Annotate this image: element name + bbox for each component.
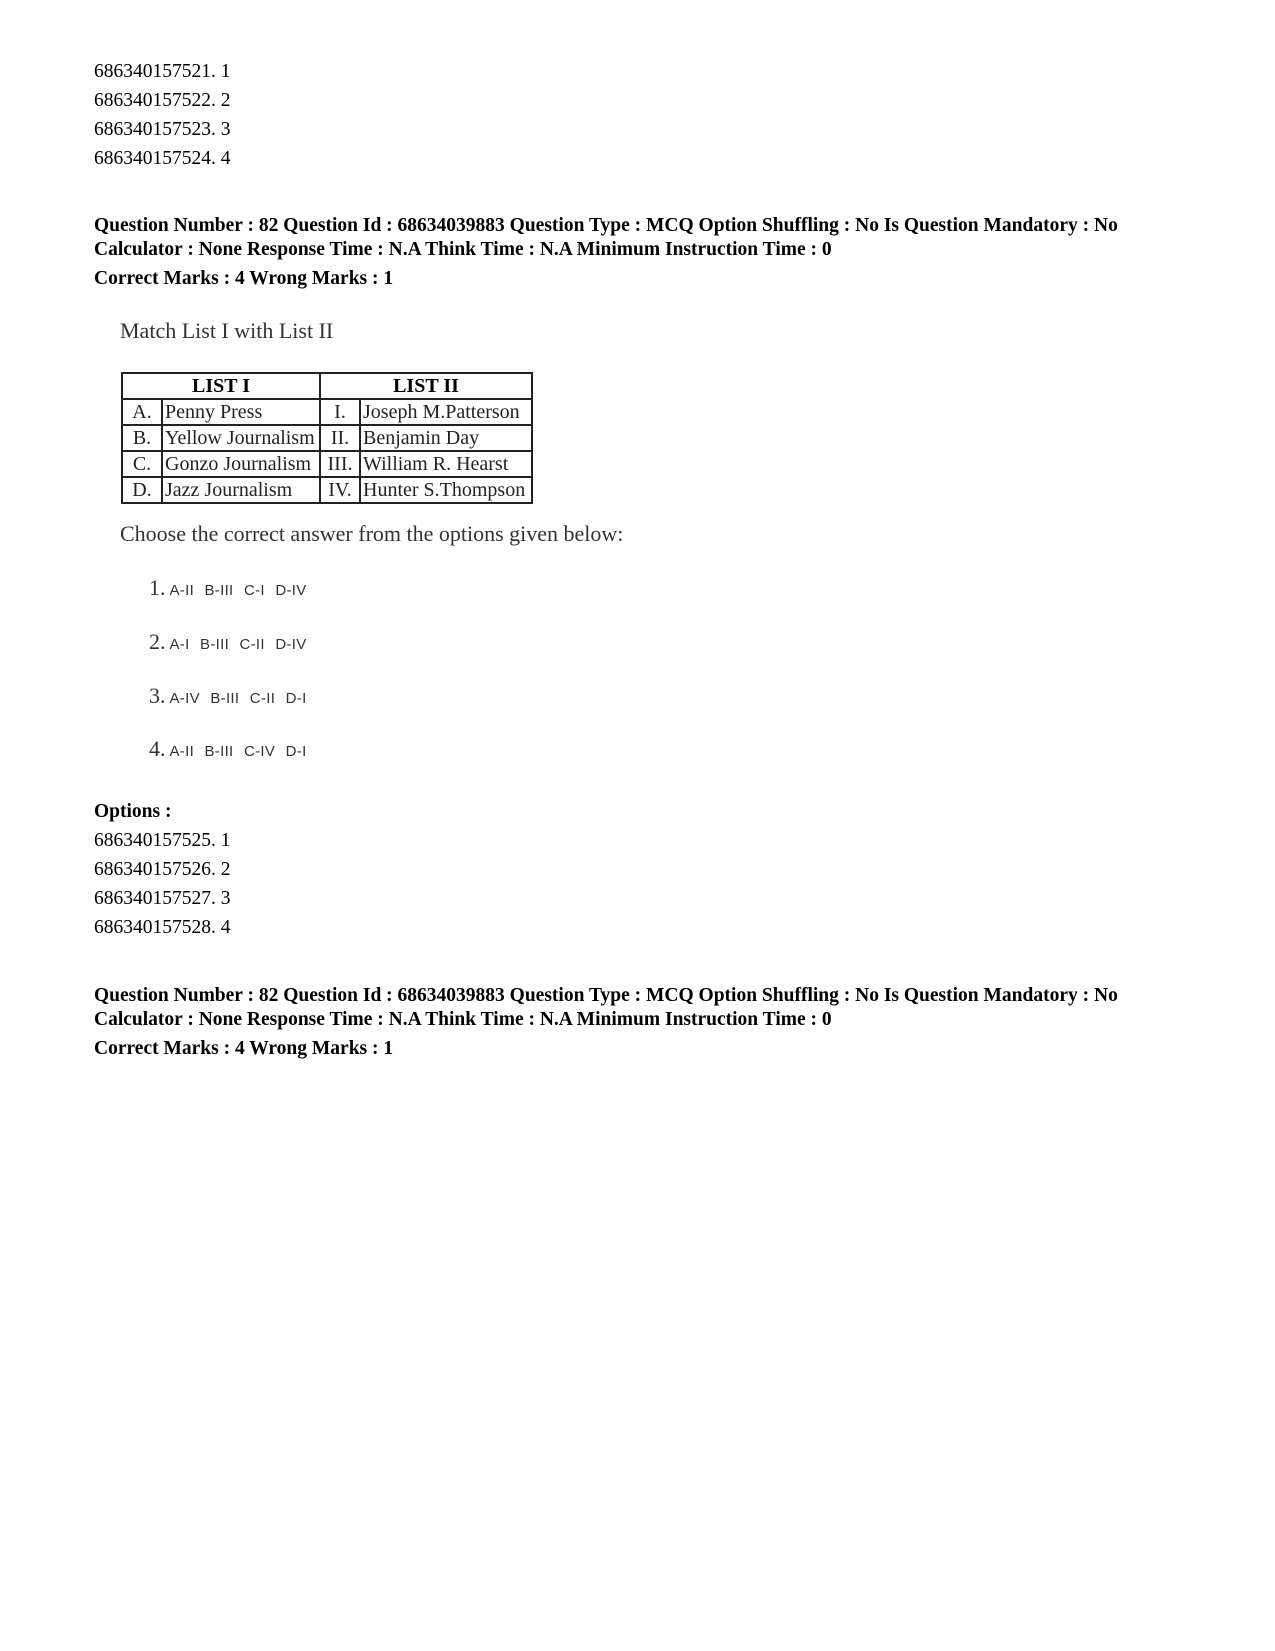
question-marks: Correct Marks : 4 Wrong Marks : 1: [94, 268, 394, 289]
choice-number: 3.: [149, 683, 166, 708]
choice-number: 2.: [149, 629, 166, 654]
list-2-key: III.: [320, 451, 360, 477]
choice-number: 4.: [149, 736, 166, 761]
match-table: [121, 372, 533, 504]
list-2-item: Joseph M.Patterson: [360, 399, 532, 425]
prev-option-2: 686340157522. 2: [94, 90, 231, 111]
table-row: [122, 425, 532, 451]
list-2-key: I.: [320, 399, 360, 425]
choice-text: A-I B-III C-II D-IV: [169, 636, 307, 653]
list-2-header: LIST II: [320, 373, 532, 399]
question-prompt: Match List I with List II: [120, 318, 334, 343]
prev-option-1: 686340157521. 1: [94, 61, 231, 82]
answer-choice-2: [149, 629, 307, 655]
prev-option-4: 686340157524. 4: [94, 148, 231, 169]
list-1-key: D.: [122, 477, 162, 503]
prev-option-3: 686340157523. 3: [94, 119, 231, 140]
option-2: 686340157526. 2: [94, 859, 231, 880]
choice-text: A-II B-III C-IV D-I: [169, 743, 307, 760]
answer-choice-3: [149, 683, 307, 709]
list-1-key: A.: [122, 399, 162, 425]
table-row: [122, 451, 532, 477]
list-1-header: LIST I: [122, 373, 320, 399]
list-1-key: B.: [122, 425, 162, 451]
list-2-key: IV.: [320, 477, 360, 503]
list-2-item: Benjamin Day: [360, 425, 532, 451]
next-question-header: Question Number : 82 Question Id : 68634039883 Question Type : MCQ Option Shuffling : No Is Question Mandatory : No Calculator : None Response Time : N.A Think Time : N.A Minimum Instruction Time : 0: [94, 985, 1118, 1030]
table-header-row: [122, 373, 532, 399]
list-2-item: Hunter S.Thompson: [360, 477, 532, 503]
choice-text: A-II B-III C-I D-IV: [169, 582, 307, 599]
table-row: [122, 399, 532, 425]
option-1: 686340157525. 1: [94, 830, 231, 851]
choice-text: A-IV B-III C-II D-I: [169, 690, 307, 707]
question-header: Question Number : 82 Question Id : 68634039883 Question Type : MCQ Option Shuffling : No Is Question Mandatory : No Calculator : None Response Time : N.A Think Time : N.A Minimum Instruction Time : 0: [94, 215, 1118, 260]
list-2-item: William R. Hearst: [360, 451, 532, 477]
table-row: [122, 477, 532, 503]
answer-choice-1: [149, 575, 307, 601]
question-instruction: Choose the correct answer from the options given below:: [120, 521, 624, 546]
list-1-item: Gonzo Journalism: [162, 451, 320, 477]
list-2-key: II.: [320, 425, 360, 451]
option-3: 686340157527. 3: [94, 888, 231, 909]
list-1-item: Jazz Journalism: [162, 477, 320, 503]
next-question-marks: Correct Marks : 4 Wrong Marks : 1: [94, 1038, 394, 1059]
list-1-item: Yellow Journalism: [162, 425, 320, 451]
option-4: 686340157528. 4: [94, 917, 231, 938]
list-1-item: Penny Press: [162, 399, 320, 425]
answer-choice-4: [149, 736, 307, 762]
options-label: Options :: [94, 801, 172, 822]
list-1-key: C.: [122, 451, 162, 477]
choice-number: 1.: [149, 575, 166, 600]
